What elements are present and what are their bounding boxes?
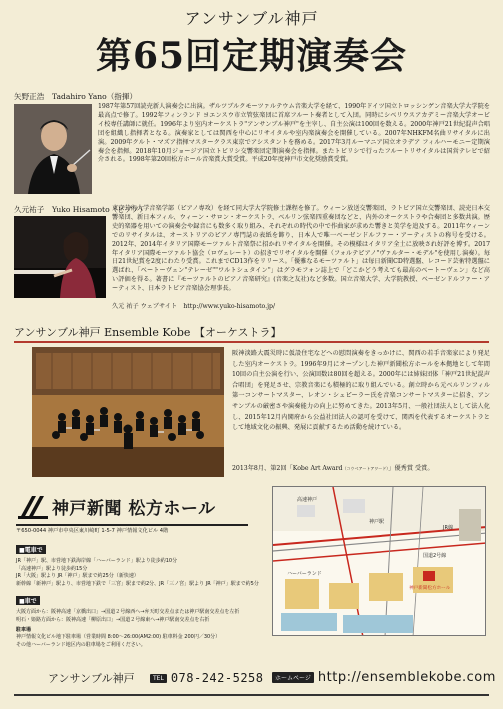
train-line: JR「大阪」駅より JR「神戸」駅まで約25分（新快速） [16, 573, 139, 580]
ensemble-name-header: アンサンブル神戸 [184, 9, 319, 28]
orchestra-photo [32, 347, 224, 477]
map-label: ハーバーランド [287, 571, 322, 577]
train-lines [16, 558, 266, 588]
conductor-bio: 1987年第57回読売新人演奏会に出演。ザルツブルクモーツァルテウム音楽大学を経て、1990年ドイツ国立トロッシンゲン音楽大学大学院を最高点で修了。1992年フィンランド ヨエンスウ市立管弦楽団に首席フルート奏者として入団。同時にシベリウスアカデミー音楽大学オービイ校専任講師に就任。1996年より室内オーケストラ"アンサンブル神戸"を主宰し、自主公演は100回を数える。2000年神戸21世紀混声合唱団を組織し指揮者となる。演奏家としては関西を中心にリサイタルや室内楽演奏会を開催している。2007年NHKFM名曲リサイタルに出演。2009年クルト・マズア指揮マスタークラス東京でアシスタントを務める。2017年3月ルーマニア国立オラデア フィルハーモニー定期演奏会を指揮。2018年10月ジョージア国立トビリシ交響楽団定期演奏会を指揮。またトビリシで行ったフルートリサイタルは国営テレビで紹介される。1998年第20回松方ホール音楽賞大賞受賞。平成20年度神戸市文化奨励賞受賞。 [98, 103, 490, 164]
train-line: 「高速神戸」駅より徒歩約15分 [16, 565, 88, 572]
car-line: 明石・姫路方面から：阪神高速「柳原出口」→国道２号線東へ→神戸駅南交差点を右折 [16, 616, 210, 623]
train-line: JR「神戸」駅、市営地下鉄海岸線「ハーバーランド」駅より徒歩約10分 [16, 558, 178, 564]
car-line: 神戸情報文化ビル地下駐車場（営業時間 8:00〜26:00(AM2:00) 駐車料金 200円／30分） [16, 634, 221, 641]
section-divider [14, 341, 489, 343]
conductor-label: 矢野正浩 Tadahiro Yano（指揮） [14, 92, 138, 101]
ensemble-section-tag: 【オーケストラ】 [193, 326, 282, 339]
train-heading: ■電車で [16, 545, 46, 554]
access-map[interactable] [272, 486, 486, 636]
award-text-small: （コウベアートアワード） [342, 466, 389, 471]
hall-name: 神戸新聞 松方ホール [52, 499, 216, 519]
hall-rule [16, 524, 248, 526]
parking-heading: 駐車場 [16, 626, 32, 633]
car-line: その他ハーバーランド地区内の駐車場をご利用ください。 [16, 641, 146, 648]
map-label: 神戸新聞松方ホール [409, 586, 451, 591]
pianist-photo [14, 216, 106, 298]
pianist-bio: 東京芸術大学音楽学部（ピアノ専攻）を経て同大学大学院修士課程を修了。ウィーン放送交響楽団、ラトビア国立交響楽団、読売日本交響楽団、新日本フィル、ウィーン・サロン・オーケストラ、ベルリン弦楽四重奏団などと、内外のオーケストラや合奏団と多数共演。歴史的楽器を用いての演奏会や録音にも数多く取り組み、それぞれの時代の中で作曲家が求めた響きと美学を追及する。2011年ウィーンでのリサイタルは、オーストリアのピアノ専門誌の表紙を飾り、日本人で唯一ベーゼンドルファー・アーティストの称号を受ける。2012年、2014年イタリア国際モーツァルト音楽祭に招かれリサイタルを開催。その模様はイタリア全土に放映され好評を博す。2017年イタリア国際モーツァルト協会（ロヴェレート）の招きでリサイタルを開催（フォルテピアノ"ヴァルター・モデル"を使用し演奏）。毎日21世紀賞を2度にわたり受賞。これまでCD13作をリリース。「優雅なるモーツァルト」は毎日新聞CD特選盤、レコード芸術特選盤に選ばれ、「ベートーヴェン"テレーゼ""ワルトシュタイン"」はグラモフォン誌上で「どこかどう考えても最高のベートーヴェン」など高い評価を得る。著書に『モーツァルトのピアノ音楽研究』(音楽之友社)など多数。国立音楽大学、大学院教授、ベーゼンドルファー・アーティスト、日本ラトビア音楽協会理事長。 [112, 205, 490, 293]
map-label: 国道2号線 [423, 553, 447, 559]
footer-url[interactable]: http://ensemblekobe.com [317, 670, 496, 685]
map-label: 高速神戸 [297, 497, 318, 503]
ensemble-bio: 阪神淡路大震災時に仮設住宅などへの慰問演奏をきっかけに、関西の若手音楽家により発足した室内オーケストラ。1996年9月にオープンした神戸新聞松方ホールを本拠地として年間10回の自主公演を行い、公演回数は80回を超える。2000年には姉妹団体「神戸21世紀混声合唱団」を発足させ、宗教音楽にも積極的に取り組んでいる。創立時から元ベルリンフィル第一コンサートマスター、レオン・シュピーラー氏を音楽コンサートマスターに招き、アンサンブルの厳密さや演奏能力の向上に努めてきた。2013年5月、一般社団法人として法人化し、2015年12月内閣府から公益社団法人の認可を受けて、関西を代表するオーケストラとして地域文化の振興、発展に貢献するため活動を続けている。 [232, 350, 490, 432]
footer-ensemble-name: アンサンブル神戸 [48, 672, 135, 685]
train-line: 新幹線「新神戸」駅より、市営地下鉄で「三宮」駅まで約2分、JR「三ノ宮」駅より JR「神戸」駅まで約5分 [16, 580, 259, 587]
car-lines [16, 609, 266, 649]
web-badge: ホームページ [272, 672, 314, 683]
map-label: 神戸駅 [369, 519, 385, 525]
ensemble-award [232, 465, 490, 474]
ensemble-section-title [14, 324, 282, 340]
map-label: JR線 [443, 525, 453, 531]
footer-tel[interactable]: 078-242-5258 [170, 671, 264, 685]
award-text-pre: 2013年8月、第2回「Kobe Art Award [232, 465, 343, 472]
hall-logo-icon [18, 494, 48, 520]
footer-tel-group [150, 671, 264, 685]
ensemble-section-name: アンサンブル神戸 Ensemble Kobe [14, 326, 191, 339]
tel-badge: TEL [150, 674, 167, 683]
concert-title: 第65回定期演奏会 [95, 35, 408, 77]
conductor-photo [14, 104, 92, 194]
car-heading: ■車で [16, 596, 40, 605]
hall-address: 〒650-0044 神戸市中央区東川崎町 1-5-7 神戸情報文化ビル 4階 [16, 528, 169, 534]
pianist-website[interactable]: 久元 祐子 ウェブサイト http://www.yuko-hisamoto.jp/ [112, 303, 276, 310]
pianist-label: 久元祐子 Yuko Hisamoto（ピアノ） [14, 205, 148, 214]
footer-web-group [272, 670, 496, 685]
access-info [16, 537, 266, 649]
footer-rule [14, 694, 489, 696]
award-text-post: 」優秀賞 受賞。 [388, 465, 434, 472]
car-line: 大阪方面から：阪神高速「京橋出口」→国道２号線西へ→弁天町交差点または神戸駅南交差点を左折 [16, 609, 240, 616]
